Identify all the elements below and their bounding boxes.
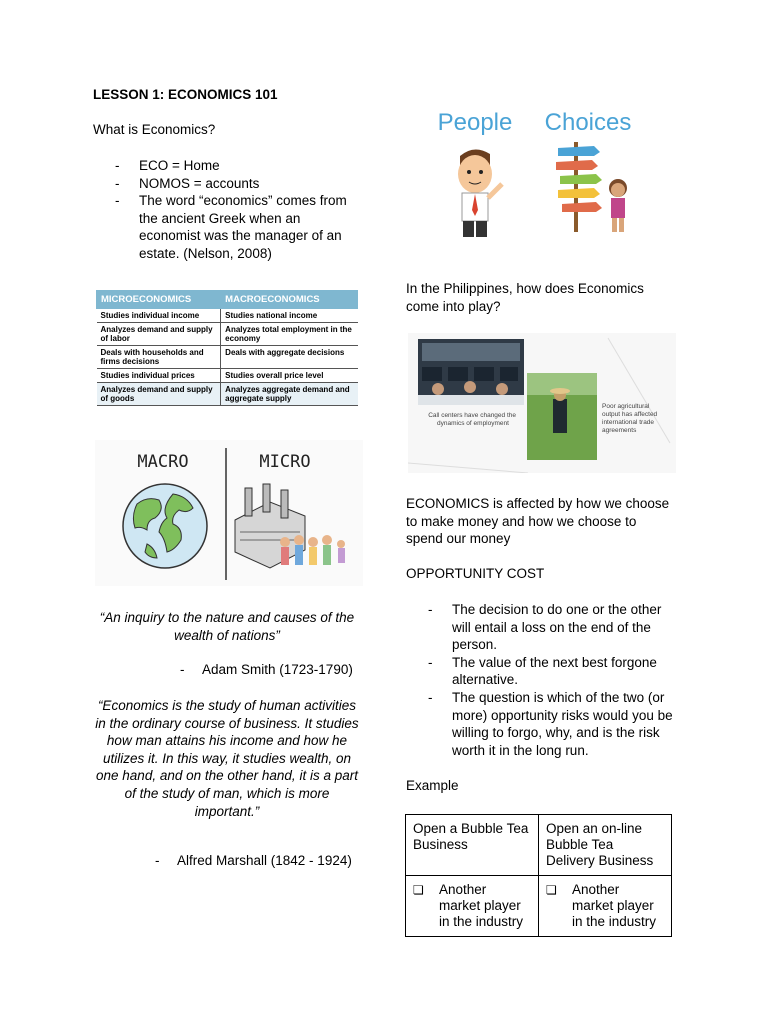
table-cell	[406, 876, 539, 937]
call-center-photo	[418, 339, 524, 405]
attribution-alfred-marshall: - Alfred Marshall (1842 - 1924)	[155, 853, 352, 868]
people-choices-illustration	[408, 90, 673, 250]
macro-micro-illustration	[95, 440, 363, 586]
table-cell: Studies individual income	[97, 309, 221, 323]
question-heading: What is Economics?	[93, 122, 216, 137]
opportunity-cost-heading: OPPORTUNITY COST	[406, 566, 545, 581]
table-row	[97, 383, 358, 406]
table-header: Open a Bubble Tea Business	[406, 815, 539, 876]
definition-list	[115, 157, 365, 263]
attribution-text: Alfred Marshall (1842 - 1924)	[177, 853, 352, 868]
list-item: - The value of the next best forgone alternative.	[428, 654, 678, 689]
attribution-adam-smith: - Adam Smith (1723-1790)	[180, 662, 353, 677]
table-cell: Analyzes total employment in the economy	[221, 323, 358, 346]
table-cell: Analyzes demand and supply of labor	[97, 323, 221, 346]
example-label: Example	[406, 778, 459, 793]
checklist-item: Another market player in the industry	[439, 882, 524, 929]
table-row	[97, 309, 358, 323]
caption-call-centers: Call centers have changed the dynamics of employment	[428, 412, 516, 427]
checklist-item: Another market player in the industry	[572, 882, 657, 929]
list-item: - ECO = Home	[115, 157, 365, 175]
macro-label: MACRO	[137, 452, 189, 472]
economics-affected-text: ECONOMICS is affected by how we choose to make money and how we choose to spend our money	[406, 496, 670, 547]
table-header: MICROECONOMICS	[97, 291, 221, 309]
table-row	[406, 815, 672, 876]
caption-agriculture: Poor agricultural output has affected international trade agreements	[602, 403, 658, 434]
checkbox-icon: ❏	[546, 883, 557, 897]
table-row	[97, 323, 358, 346]
example-table	[405, 814, 672, 937]
list-item: - NOMOS = accounts	[115, 175, 365, 193]
table-row	[97, 369, 358, 383]
table-cell	[539, 876, 672, 937]
checkbox-icon: ❏	[413, 883, 424, 897]
table-cell: Studies national income	[221, 309, 358, 323]
table-header: Open an on-line Bubble Tea Delivery Business	[539, 815, 672, 876]
list-item: - The question is which of the two (or more) opportunity risks would you be willing to forgo, why, and is the risk worth it in the long run.	[428, 689, 678, 759]
philippines-economy-illustration	[408, 333, 676, 473]
list-item: - The word “economics” comes from the ancient Greek when an economist was the manager of an estate. (Nelson, 2008)	[115, 192, 365, 262]
table-cell: Analyzes demand and supply of goods	[97, 383, 221, 406]
table-cell: Deals with households and firms decisions	[97, 346, 221, 369]
table-cell: Studies overall price level	[221, 369, 358, 383]
lesson-title: LESSON 1: ECONOMICS 101	[93, 87, 278, 102]
micro-label: MICRO	[259, 452, 311, 472]
quote-alfred-marshall: “Economics is the study of human activities in the ordinary course of business. It studies how man attains his income and how he utilizes it. In this way, it studies wealth, on one hand, and on the other hand, it is a part of the study of man, which is more important.”	[95, 698, 359, 819]
people-label: People	[437, 109, 513, 136]
table-header: MACROECONOMICS	[221, 291, 358, 309]
globe-icon	[123, 484, 207, 568]
table-row	[406, 876, 672, 937]
micro-macro-table	[96, 290, 358, 406]
table-cell: Studies individual prices	[97, 369, 221, 383]
table-row	[97, 346, 358, 369]
table-cell: Deals with aggregate decisions	[221, 346, 358, 369]
attribution-text: Adam Smith (1723-1790)	[202, 662, 353, 677]
philippines-question: In the Philippines, how does Economics come into play?	[406, 281, 644, 314]
quote-adam-smith: “An inquiry to the nature and causes of the wealth of nations”	[99, 610, 355, 643]
opportunity-cost-list	[428, 601, 678, 759]
table-cell: Analyzes aggregate demand and aggregate supply	[221, 383, 358, 406]
choices-label: Choices	[544, 109, 632, 136]
list-item: - The decision to do one or the other will entail a loss on the end of the person.	[428, 601, 678, 654]
rice-field-photo	[527, 373, 597, 460]
